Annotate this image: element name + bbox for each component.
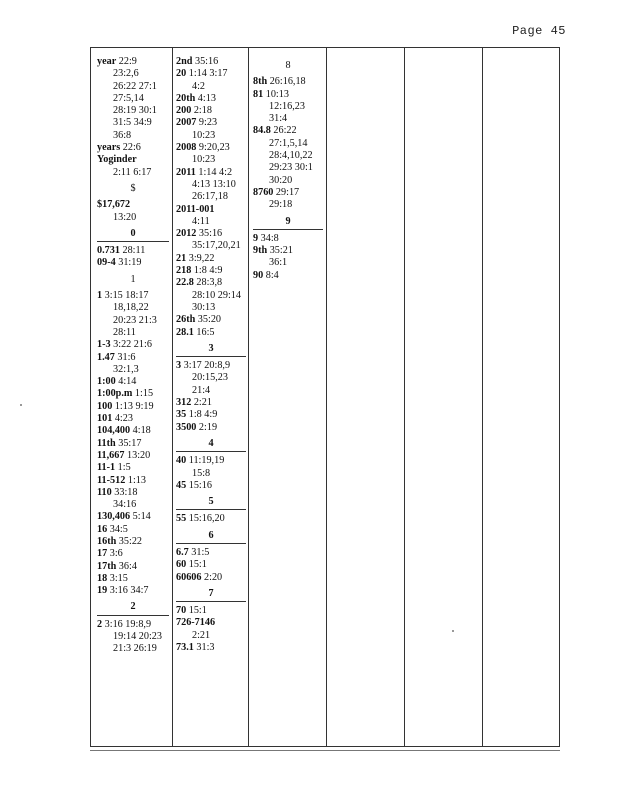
index-entry: [253, 125, 323, 186]
index-term: 16th: [97, 535, 117, 547]
page-line-reference: 34:8: [260, 232, 279, 244]
section-heading: $: [130, 182, 136, 194]
index-entry: [253, 270, 323, 282]
page-line-reference: 2:18: [193, 105, 212, 117]
index-term: 40: [176, 455, 187, 467]
index-entry: [253, 233, 323, 245]
page-line-reference: 3:15 18:17: [104, 290, 149, 302]
page-line-reference: 35:22: [118, 535, 143, 547]
page-line-reference: 34:5: [109, 523, 128, 535]
page-line-reference: 13:20: [127, 449, 151, 461]
page-line-reference: 11:19,19: [188, 455, 225, 467]
index-term: 2012: [176, 228, 197, 240]
page-line-reference: 2:21: [193, 397, 212, 409]
index-entry: [97, 487, 169, 512]
page-line-reference: 3:9,22: [188, 252, 215, 264]
page-line-reference: 31:19: [118, 257, 142, 269]
page-line-reference: 29:18: [269, 199, 293, 211]
page-line-reference: 35:17: [118, 437, 142, 449]
page-line-reference: 27:5,14: [113, 92, 144, 104]
page-line-reference: 2:20: [204, 571, 223, 583]
index-column-4: [331, 56, 401, 746]
page-line-reference: 36:1: [269, 257, 288, 269]
index-term: 0.731: [97, 245, 120, 257]
index-term: 9th: [253, 245, 268, 257]
section-heading: 7: [176, 588, 246, 602]
index-term: 22.8: [176, 277, 194, 289]
index-entry: [97, 154, 169, 179]
page-line-reference: 9:23: [198, 117, 218, 129]
page-line-reference: 10:23: [192, 154, 216, 166]
index-entry: [97, 401, 169, 413]
section-heading: 6: [176, 530, 246, 544]
index-term: 1:00: [97, 376, 116, 388]
page-line-reference: 2:21: [192, 629, 211, 641]
page-line-reference: 29:17: [275, 186, 300, 198]
page-line-reference: 35:20: [197, 314, 222, 326]
page-line-reference: 31:4: [269, 113, 288, 125]
page-line-reference: 1:8 4:9: [193, 265, 223, 277]
index-term: 28.1: [176, 326, 194, 338]
index-term: 6.7: [176, 546, 189, 558]
index-term: 16: [97, 523, 108, 535]
index-term: 81: [253, 88, 264, 100]
page-line-reference: 30:20: [269, 174, 293, 186]
index-term: 3500: [176, 421, 197, 433]
index-term: 11-512: [97, 474, 126, 486]
page-line-reference: 13:20: [113, 211, 137, 223]
bottom-rule: [90, 750, 560, 751]
page-line-reference: 15:8: [192, 467, 211, 479]
index-entry: [97, 524, 169, 536]
page-line-reference: 4:2: [192, 80, 206, 92]
index-column-2: [176, 56, 246, 746]
page-line-reference: 16:5: [196, 326, 215, 338]
page-line-reference: 27:1,5,14: [269, 137, 308, 149]
page-line-reference: 15:16: [188, 479, 212, 491]
index-entry: [97, 290, 169, 339]
page-line-reference: 22:6: [122, 142, 141, 154]
section-heading: 8: [285, 60, 291, 71]
page-line-reference: 21:3 26:19: [113, 643, 157, 655]
index-term: 9: [253, 232, 259, 244]
index-entry: [176, 455, 246, 480]
index-term: 2011: [176, 166, 196, 178]
index-page-frame: [90, 47, 560, 747]
page-line-reference: 18,18,22: [113, 302, 149, 314]
index-term: 2nd: [176, 56, 193, 67]
page-line-reference: 32:1,3: [113, 363, 139, 375]
page-line-reference: 35:16: [194, 56, 219, 67]
index-entry: [176, 277, 246, 314]
page-line-reference: 28:10 29:14: [192, 289, 241, 301]
index-term: 09-4: [97, 257, 116, 269]
index-entry: [176, 409, 246, 421]
page-line-reference: 31:5 34:9: [113, 117, 152, 129]
index-term: 1.47: [97, 351, 115, 363]
index-entry: [176, 422, 246, 434]
page-line-reference: 31:6: [117, 351, 136, 363]
index-entry: [97, 388, 169, 400]
page-line-reference: 1:13: [127, 474, 146, 486]
index-term: 73.1: [176, 642, 194, 654]
column-divider: [172, 48, 173, 746]
index-entry: [97, 462, 169, 474]
index-entry: [253, 89, 323, 126]
page-line-reference: 20:23 21:3: [113, 314, 157, 326]
page-line-reference: 23:2,6: [113, 68, 139, 80]
page-line-reference: 1:14 4:2: [198, 166, 233, 178]
index-term: Yoginder: [97, 154, 137, 166]
page-line-reference: 4:13: [197, 92, 216, 104]
page-line-reference: 28:11: [122, 245, 146, 257]
index-term: $17,672: [97, 199, 131, 211]
index-term: 1-3: [97, 339, 111, 351]
index-column-3: [253, 56, 323, 746]
index-term: years: [97, 142, 121, 154]
index-entry: [97, 475, 169, 487]
index-term: 11-1: [97, 462, 116, 474]
page-line-reference: 35:16: [198, 228, 223, 240]
page-line-reference: 9:20,23: [198, 142, 230, 154]
index-entry: [97, 438, 169, 450]
index-entry: [176, 117, 246, 142]
page-line-reference: 2:11 6:17: [113, 166, 152, 178]
section-heading: 9: [253, 216, 323, 230]
index-entry: [176, 327, 246, 339]
index-term: 2008: [176, 142, 197, 154]
index-entry: [253, 245, 323, 270]
index-term: 1:00p.m: [97, 388, 133, 400]
index-entry: [97, 573, 169, 585]
index-entry: [97, 199, 169, 224]
page-line-reference: 28:3,8: [196, 277, 223, 289]
index-term: 101: [97, 413, 113, 425]
page-line-reference: 4:13 13:10: [192, 178, 236, 190]
index-term: 312: [176, 397, 192, 409]
index-entry: [97, 585, 169, 597]
index-entry: [176, 642, 246, 654]
index-term: 11th: [97, 437, 116, 449]
index-entry: [176, 105, 246, 117]
index-term: 3: [176, 360, 182, 372]
page-line-reference: 28:19 30:1: [113, 105, 157, 117]
page-line-reference: 1:5: [117, 462, 131, 474]
index-term: 45: [176, 479, 187, 491]
page-line-reference: 1:8 4:9: [188, 409, 218, 421]
index-entry: [176, 559, 246, 571]
page-line-reference: 35:21: [269, 245, 293, 257]
page-line-reference: 26:17,18: [192, 191, 228, 203]
scan-speck: [20, 404, 22, 406]
page-number: Page 45: [512, 24, 566, 38]
index-term: 90: [253, 269, 264, 281]
page-line-reference: 10:13: [265, 88, 289, 100]
index-term: 8th: [253, 76, 268, 88]
index-term: year: [97, 56, 117, 67]
page-line-reference: 3:16 34:7: [109, 585, 149, 597]
index-entry: [176, 572, 246, 584]
page-line-reference: 26:22 27:1: [113, 80, 157, 92]
index-entry: [97, 561, 169, 573]
page-line-reference: 3:16 19:8,9: [104, 618, 152, 630]
scan-speck: [452, 630, 454, 632]
index-term: 218: [176, 265, 192, 277]
page-line-reference: 15:1: [188, 605, 207, 617]
index-entry: [97, 376, 169, 388]
index-entry: [97, 425, 169, 437]
section-heading: 2: [97, 601, 169, 615]
index-column-1: [97, 56, 169, 746]
index-term: 84.8: [253, 125, 271, 137]
index-entry: [176, 480, 246, 492]
index-term: 2007: [176, 117, 197, 129]
page-line-reference: 28:4,10,22: [269, 150, 313, 162]
index-entry: [97, 548, 169, 560]
page-line-reference: 4:18: [132, 425, 151, 437]
index-entry: [176, 547, 246, 559]
index-term: 17th: [97, 560, 117, 572]
index-entry: [176, 253, 246, 265]
page-line-reference: 4:14: [118, 376, 137, 388]
page-line-reference: 3:17 20:8,9: [183, 360, 231, 372]
page-line-reference: 4:11: [192, 215, 210, 227]
index-term: 2011-001: [176, 203, 215, 215]
index-term: 20th: [176, 92, 196, 104]
index-entry: [176, 204, 246, 229]
column-divider: [404, 48, 405, 746]
index-entry: [253, 76, 323, 88]
section-heading: 4: [176, 438, 246, 452]
index-entry: [176, 617, 246, 642]
index-entry: [97, 352, 169, 377]
index-entry: [176, 314, 246, 326]
index-term: 60: [176, 559, 187, 571]
page-line-reference: 33:18: [114, 486, 138, 498]
page-line-reference: 31:5: [191, 546, 210, 558]
index-entry: [176, 265, 246, 277]
index-term: 11,667: [97, 449, 125, 461]
index-entry: [176, 228, 246, 253]
index-term: 19: [97, 585, 108, 597]
index-entry: [97, 257, 169, 269]
index-entry: [176, 513, 246, 525]
page-line-reference: 36:8: [113, 129, 132, 141]
section-heading: 3: [176, 343, 246, 357]
section-heading: 0: [97, 228, 169, 242]
index-term: 8760: [253, 186, 274, 198]
page-line-reference: 10:23: [192, 129, 216, 141]
page-line-reference: 36:4: [118, 560, 137, 572]
page-line-reference: 3:6: [109, 548, 123, 560]
index-entry: [176, 68, 246, 93]
index-entry: [176, 167, 246, 204]
column-divider: [326, 48, 327, 746]
page-line-reference: 1:14 3:17: [188, 68, 228, 80]
index-entry: [253, 187, 323, 212]
index-term: 1: [97, 290, 103, 302]
index-entry: [97, 142, 169, 154]
index-term: 17: [97, 548, 108, 560]
page-line-reference: 2:19: [198, 421, 218, 433]
index-term: 100: [97, 400, 113, 412]
page-line-reference: 26:16,18: [269, 76, 306, 88]
index-entry: [97, 511, 169, 523]
page-line-reference: 3:15: [109, 572, 128, 584]
index-term: 26th: [176, 314, 196, 326]
page-line-reference: 3:22 21:6: [113, 339, 152, 351]
section-heading: 5: [176, 496, 246, 510]
index-term: 200: [176, 105, 192, 117]
index-term: 130,406: [97, 511, 131, 523]
index-entry: [97, 56, 169, 142]
index-entry: [176, 56, 246, 68]
index-term: 55: [176, 513, 187, 525]
index-entry: [176, 142, 246, 167]
page-line-reference: 29:23 30:1: [269, 162, 313, 174]
page-line-reference: 22:9: [118, 56, 137, 67]
page-line-reference: 35:17,20,21: [192, 240, 241, 252]
page-line-reference: 1:15: [134, 388, 154, 400]
index-term: 35: [176, 409, 187, 421]
index-entry: [97, 536, 169, 548]
index-entry: [97, 339, 169, 351]
index-entry: [176, 93, 246, 105]
page-line-reference: 15:1: [188, 559, 207, 571]
page-line-reference: 26:22: [273, 125, 297, 137]
index-term: 104,400: [97, 425, 131, 437]
index-entry: [97, 245, 169, 257]
column-divider: [248, 48, 249, 746]
page-line-reference: 19:14 20:23: [113, 631, 162, 643]
page-line-reference: 20:15,23: [192, 372, 228, 384]
index-term: 60606: [176, 571, 202, 583]
index-entry: [97, 619, 169, 656]
index-term: 70: [176, 605, 187, 617]
page-line-reference: 34:16: [113, 499, 137, 511]
page-line-reference: 5:14: [132, 511, 151, 523]
page-line-reference: 31:3: [196, 642, 215, 654]
index-entry: [97, 450, 169, 462]
index-term: 110: [97, 486, 112, 498]
index-term: 20: [176, 68, 187, 80]
section-heading: 1: [130, 273, 136, 285]
page-line-reference: 21:4: [192, 384, 211, 396]
index-entry: [176, 605, 246, 617]
index-term: 2: [97, 618, 103, 630]
page-line-reference: 4:23: [114, 413, 133, 425]
page-line-reference: 30:13: [192, 301, 216, 313]
index-entry: [97, 413, 169, 425]
page-line-reference: 15:16,20: [188, 513, 225, 525]
index-entry: [176, 360, 246, 397]
index-column-5: [409, 56, 479, 746]
index-term: 18: [97, 572, 108, 584]
index-term: 726-7146: [176, 617, 216, 629]
page-line-reference: 12:16,23: [269, 100, 305, 112]
page-line-reference: 28:11: [113, 326, 136, 338]
index-term: 21: [176, 252, 187, 264]
column-divider: [482, 48, 483, 746]
page-line-reference: 8:4: [265, 269, 279, 281]
index-column-6: [487, 56, 557, 746]
index-entry: [176, 397, 246, 409]
page-line-reference: 1:13 9:19: [114, 400, 154, 412]
